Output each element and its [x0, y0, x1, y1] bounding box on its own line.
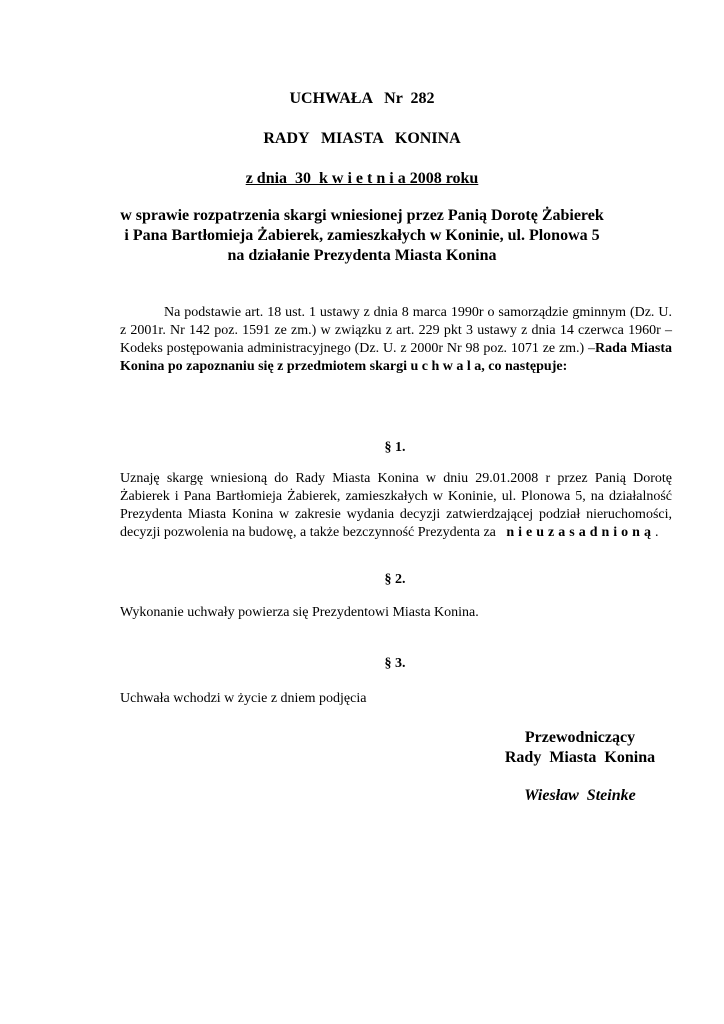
section-3-text: Uchwała wchodzi w życie z dniem podjęcia: [120, 691, 367, 706]
section-1-end: .: [654, 525, 659, 540]
section-2-heading: § 2.: [384, 572, 406, 587]
legal-basis-paragraph: [120, 304, 672, 376]
subject-line-1: w sprawie rozpatrzenia skargi wniesionej przez Panią Dorotę Żabierek: [120, 207, 604, 224]
resolution-subject: [0, 206, 724, 266]
section-1-verdict: nieuzasadnioną: [506, 525, 655, 540]
signature-body: Rady Miasta Konina: [504, 749, 656, 766]
section-1-heading: § 1.: [384, 440, 406, 455]
section-3-heading: § 3.: [384, 656, 406, 671]
section-1-paragraph: [120, 470, 672, 542]
council-name: RADY MIASTA KONINA: [263, 130, 461, 147]
resolution-date: [0, 170, 724, 188]
legal-basis-text: Na podstawie art. 18 ust. 1 ustawy z dnia 8 marca 1990r o samorządzie gminnym (Dz. U. z 2001r. Nr 142 poz. 1591 ze zm.) w związku z art. 229 pkt 3 ustawy z dnia 14 czerwca 1960r – Kodeks postępowania administracyjnego (Dz. U. z 2000r Nr 98 poz. 1071 ze zm.) –: [120, 305, 672, 356]
section-1-text: Uznaję skargę wniesioną do Rady Miasta Konina w dniu 29.01.2008 r przez Panią Dorotę Żabierek i Pana Bartłomieja Żabierek, zamieszkałych w Koninie, ul. Plonowa 5, na działalność Prezydenta Miasta Konina w zakresie wydania decyzji zatwierdzającej podział nieruchomości, decyzji pozwolenia na budowę, a także bezczynność Prezydenta za: [120, 471, 672, 540]
resolution-date-text: z dnia 30 k w i e t n i a 2008 roku: [245, 170, 479, 187]
resolution-number: UCHWAŁA Nr 282: [289, 90, 435, 107]
signature-name: Wiesław Steinke: [524, 787, 636, 804]
section-2-text: Wykonanie uchwały powierza się Prezydentowi Miasta Konina.: [120, 605, 479, 620]
subject-line-3: na działanie Prezydenta Miasta Konina: [227, 247, 497, 264]
signature-title: Przewodniczący: [524, 729, 636, 746]
subject-line-2: i Pana Bartłomieja Żabierek, zamieszkałych w Koninie, ul. Plonowa 5: [124, 227, 600, 244]
council-decision-text: Rada Miasta Konina po zapoznaniu się z przedmiotem skargi u c h w a l a, co następuje:: [120, 341, 672, 374]
